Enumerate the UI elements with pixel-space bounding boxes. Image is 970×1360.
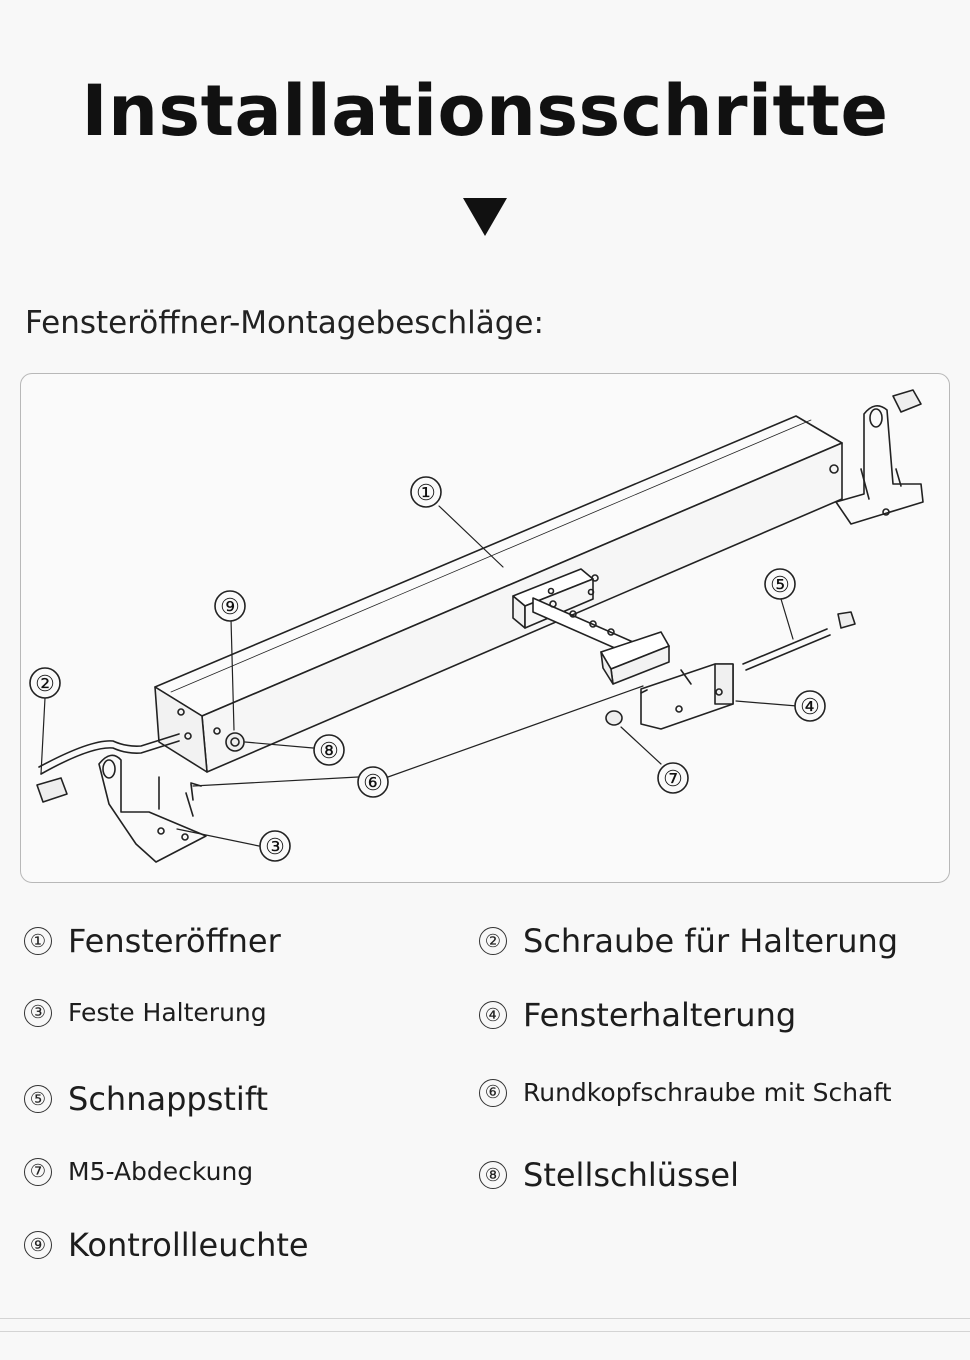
callout-9: ⑨ [220, 594, 240, 619]
legend-item [24, 1157, 253, 1186]
legend-number: ⑧ [479, 1161, 507, 1189]
window-opener-body [155, 416, 842, 772]
window-bracket [641, 664, 733, 729]
legend-number: ① [24, 927, 52, 955]
legend-number: ⑨ [24, 1231, 52, 1259]
legend-number: ③ [24, 999, 52, 1027]
legend-item [479, 996, 796, 1034]
callout-5: ⑤ [770, 572, 790, 597]
legend-label: Feste Halterung [68, 998, 267, 1027]
legend-number: ⑥ [479, 1079, 507, 1107]
callout-6: ⑥ [363, 770, 383, 795]
callout-3: ③ [265, 834, 285, 859]
top-right-bracket [836, 390, 923, 524]
section-subtitle: Fensteröffner-Montagebeschläge: [25, 305, 544, 341]
m5-cap [606, 711, 622, 725]
legend-item [479, 1156, 739, 1194]
divider [0, 1331, 970, 1332]
callout-7: ⑦ [663, 766, 683, 791]
legend-item [479, 922, 898, 960]
legend-item [24, 1080, 268, 1118]
legend-number: ⑦ [24, 1158, 52, 1186]
legend-label: Rundkopfschraube mit Schaft [523, 1078, 892, 1107]
legend-label: M5-Abdeckung [68, 1157, 254, 1186]
legend-item [24, 998, 267, 1027]
page-title: Installationsschritte [81, 70, 889, 152]
legend-label: Stellschlüssel [523, 1156, 739, 1194]
callout-8: ⑧ [319, 738, 339, 763]
legend-label: Schnappstift [68, 1080, 269, 1118]
legend-item [24, 922, 281, 960]
legend-label: Fensterhalterung [523, 996, 797, 1034]
assembly-diagram [20, 373, 950, 883]
callout-2: ② [35, 671, 55, 696]
legend-item [479, 1078, 892, 1107]
legend-number: ④ [479, 1001, 507, 1029]
callout-4: ④ [800, 694, 820, 719]
legend-label: Schraube für Halterung [523, 922, 899, 960]
callout-1: ① [416, 480, 436, 505]
legend-item [24, 1226, 309, 1264]
legend-number: ② [479, 927, 507, 955]
down-arrow-icon [463, 198, 507, 236]
divider [0, 1318, 970, 1319]
legend-label: Fensteröffner [68, 922, 281, 960]
legend-label: Kontrollleuchte [68, 1226, 309, 1264]
legend-number: ⑤ [24, 1085, 52, 1113]
exploded-view-drawing [21, 374, 950, 883]
